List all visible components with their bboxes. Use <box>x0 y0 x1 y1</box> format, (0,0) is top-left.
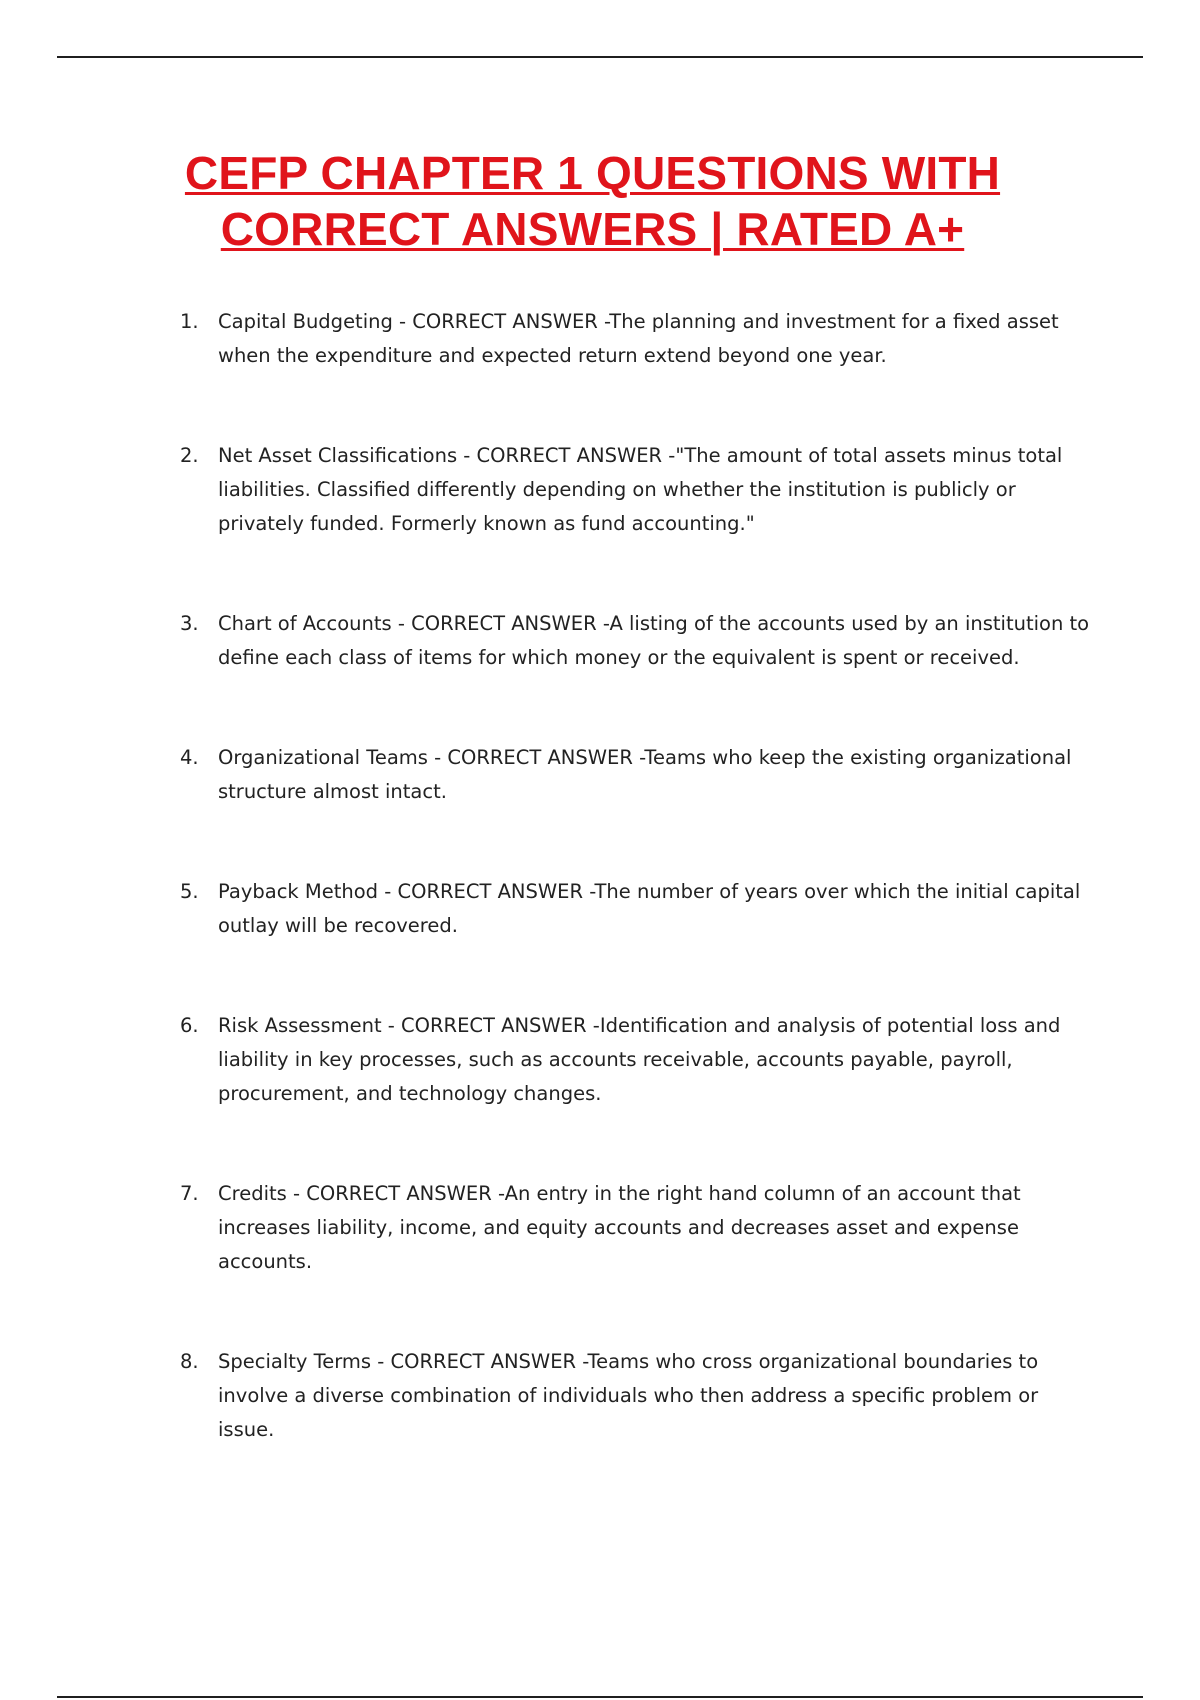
item-text: Chart of Accounts - CORRECT ANSWER -A listing of the accounts used by an institution to define each class of items for which money or the equivalent is spent or received. <box>218 612 1090 669</box>
list-item <box>180 1345 1100 1447</box>
item-number: 4. <box>180 746 199 769</box>
item-text: Organizational Teams - CORRECT ANSWER -Teams who keep the existing organizational structure almost intact. <box>218 746 1072 803</box>
item-number: 5. <box>180 880 199 903</box>
item-text: Risk Assessment - CORRECT ANSWER -Identification and analysis of potential loss and liability in key processes, such as accounts receivable, accounts payable, payroll, procurement, and technology changes. <box>218 1014 1061 1105</box>
item-number: 2. <box>180 444 199 467</box>
title-line-1: CEFP CHAPTER 1 QUESTIONS WITH <box>184 147 1001 199</box>
item-number: 7. <box>180 1182 199 1205</box>
item-number: 6. <box>180 1014 199 1037</box>
item-text: Specialty Terms - CORRECT ANSWER -Teams who cross organizational boundaries to involve a diverse combination of individuals who then address a specific problem or issue. <box>218 1350 1039 1441</box>
question-list <box>180 305 1100 1447</box>
list-item <box>180 1009 1100 1111</box>
list-item <box>180 305 1100 373</box>
item-text: Credits - CORRECT ANSWER -An entry in the right hand column of an account that increases liability, income, and equity accounts and decreases asset and expense accounts. <box>218 1182 1021 1273</box>
list-item <box>180 875 1100 943</box>
bottom-rule <box>57 1696 1143 1698</box>
item-text: Capital Budgeting - CORRECT ANSWER -The planning and investment for a fixed asset when the expenditure and expected return extend beyond one year. <box>218 310 1059 367</box>
list-item <box>180 1177 1100 1279</box>
item-text: Net Asset Classifications - CORRECT ANSWER -"The amount of total assets minus total liabilities. Classified differently depending on whether the institution is publicly or privately funded. Formerly known as fund accounting." <box>218 444 1063 535</box>
top-rule <box>57 56 1143 58</box>
document-title <box>0 145 1185 257</box>
list-item <box>180 741 1100 809</box>
list-item <box>180 439 1100 541</box>
list-item <box>180 607 1100 675</box>
item-number: 1. <box>180 310 199 333</box>
item-text: Payback Method - CORRECT ANSWER -The number of years over which the initial capital outlay will be recovered. <box>218 880 1081 937</box>
item-number: 8. <box>180 1350 199 1373</box>
title-line-2: CORRECT ANSWERS | RATED A+ <box>220 203 965 255</box>
item-number: 3. <box>180 612 199 635</box>
